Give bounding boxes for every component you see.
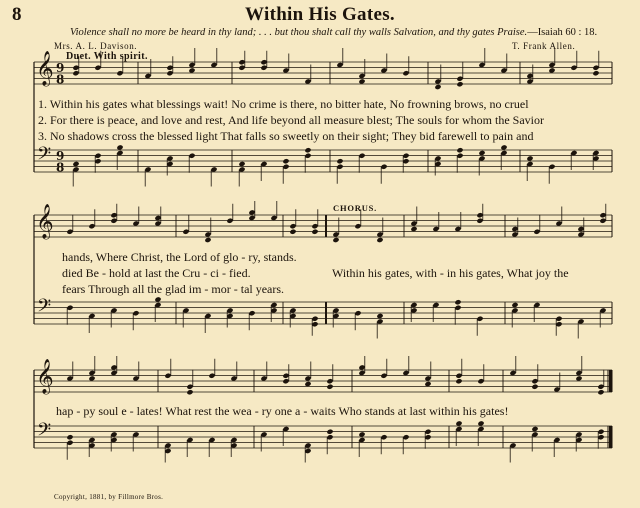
bass-note [66, 434, 73, 440]
system1-bass-clef: 𝄢 [37, 144, 52, 169]
system1-verse2-lyrics: 2. For there is peace, and love and rest, And life beyond all measure blest; The souls for whom the Savior [38, 113, 544, 127]
bass-note [304, 147, 311, 153]
treble-note [186, 389, 193, 395]
bass-note [282, 158, 289, 164]
system3-bass-staff [34, 426, 612, 448]
bass-note [456, 147, 463, 153]
system2-verse2-lyrics: died Be - hold at last the Cru - ci - fied. [62, 266, 251, 280]
bass-note [454, 299, 461, 305]
bass-note [336, 158, 343, 164]
chorus-marking: CHORUS. [333, 203, 378, 213]
copyright-notice: Copyright, 1881, by Fillmore Bros. [54, 493, 164, 501]
lyricist-credit: Mrs. A. L. Davison. [54, 41, 138, 51]
song-title: Within His Gates. [245, 4, 395, 25]
system3-treble-clef: 𝄞 [36, 359, 54, 394]
system2-bass-clef: 𝄢 [37, 296, 52, 321]
bass-note [326, 429, 333, 435]
system2-verse1-lyrics: hands, Where Christ, the Lord of glo - ry, stands. [62, 250, 297, 264]
system2-chorus-lyrics: Within his gates, with - in his gates, What joy the [332, 266, 569, 280]
system3-bass-clef: 𝄢 [37, 420, 52, 445]
system1-bass-time-signature: 9 [56, 149, 65, 163]
epigraph-text: Violence shall no more be heard in thy land; . . . but thou shalt call thy walls Salvation, and thy gates Praise. [70, 27, 528, 38]
treble-note [456, 81, 463, 87]
treble-note [597, 389, 604, 395]
treble-note [204, 237, 211, 243]
system1-treble-time-signature-bottom: 8 [56, 72, 65, 87]
system3-chorus-lyrics: hap - py soul e - lates! What rest the wea - ry one a - waits Who stands at last within his gates! [56, 404, 509, 418]
system1-treble-clef: 𝄞 [36, 51, 54, 86]
system1-bass-time-signature-bottom: 8 [56, 160, 65, 175]
treble-note [332, 237, 339, 243]
treble-note [592, 70, 599, 76]
system3-treble-staff [34, 370, 612, 392]
final-thick-barline [609, 426, 612, 448]
treble-note [434, 84, 441, 90]
treble-note [311, 229, 318, 235]
composer-credit: T. Frank Allen. [512, 41, 576, 51]
page-number: 8 [12, 4, 22, 25]
epigraph-reference: —Isaiah 60 : 18. [527, 27, 598, 38]
treble-note [376, 237, 383, 243]
treble-note [531, 384, 538, 390]
system1-treble-time-signature: 9 [56, 61, 65, 75]
system2-treble-staff [34, 215, 612, 237]
system2-bass-staff [34, 302, 612, 324]
final-thick-barline [609, 370, 612, 392]
tempo-marking: Duet. With spirit. [66, 51, 148, 62]
treble-note [326, 384, 333, 390]
system2-verse3-lyrics: fears Through all the glad im - mor - tal years. [62, 282, 285, 296]
system1-verse3-lyrics: 3. No shadows cross the blessed light That falls so sweetly on their sight; They bid farewell to pain and [38, 129, 534, 143]
system2-treble-clef: 𝄞 [36, 204, 54, 239]
treble-note [455, 378, 462, 384]
treble-note [289, 229, 296, 235]
system1-verse1-lyrics: 1. Within his gates what blessings wait! No crime is there, no bitter hate, No frowning brows, no cruel [38, 97, 529, 111]
